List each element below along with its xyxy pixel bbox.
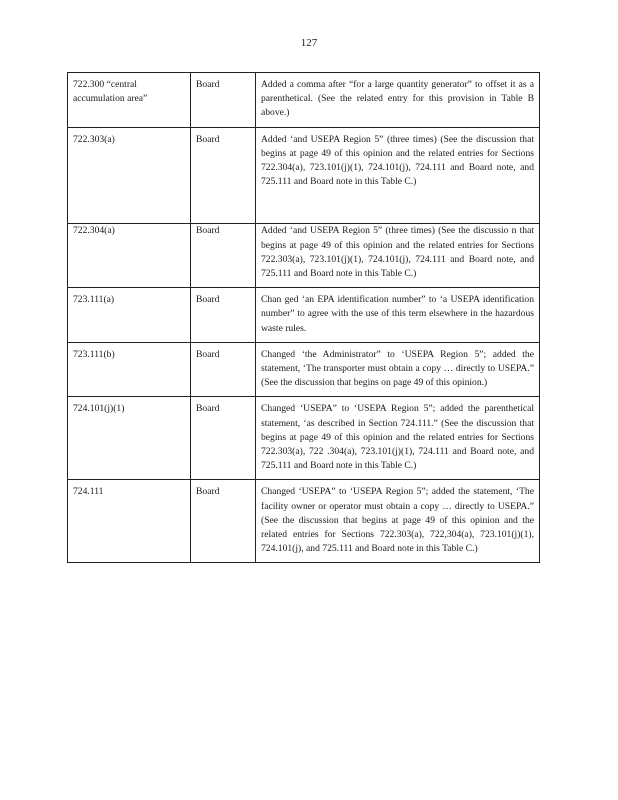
source-cell (191, 73, 256, 128)
source-cell (191, 342, 256, 397)
source-label: Board (196, 294, 220, 306)
source-label: Board (196, 486, 220, 498)
change-description: Changed ‘USEPA” to ‘USEPA Region 5”; added the parenthetical statement, ‘as described in Section 724.111.” (See the discussion that begins at page 49 of this opinion and the related entries for Sections 722.303(a), 722 .304(a), 723.101(j)(1), 724.111 and Board note, and 725.111 and Board note in this Table C.) (261, 403, 537, 472)
section-cell (68, 480, 191, 563)
section-number: 723.111(b) (73, 348, 115, 360)
source-label: Board (196, 133, 220, 145)
section-cell (68, 73, 191, 128)
description-cell (256, 224, 540, 288)
section-cell (68, 127, 191, 224)
source-cell (191, 127, 256, 224)
section-number: 724.111 (73, 486, 104, 498)
section-cell (68, 397, 191, 480)
section-cell (68, 224, 191, 288)
source-cell (191, 480, 256, 563)
change-description: Changed ‘USEPA” to ‘USEPA Region 5”; added the statement, ‘The facility owner or operator must obtain a copy … directly to USEPA.” (See the discussion that begins at page 49 of this opinion and the related entries for Sections 722.303(a), 722,304(a), 723.101(j)(1), 724.101(j), and 725.111 and Board note in this Table C.) (261, 486, 537, 555)
table-row (68, 73, 540, 128)
description-cell (256, 73, 540, 128)
description-cell (256, 342, 540, 397)
amendments-table (67, 72, 540, 563)
change-description: Added ‘and USEPA Region 5” (three times) (See the discussion that begins at page 49 of this opinion and the related entries for Sections 722.304(a), 723.101(j)(1), 724.101(j), 724.111 and Board note, and 725.111 and Board note in this Table C.) (261, 133, 537, 188)
section-cell (68, 342, 191, 397)
change-description: Changed ‘the Administrator” to ‘USEPA Region 5”; added the statement, ‘The transporter must obtain a copy … directly to USEPA.” (See the discussion that begins on page 49 of this opinion.) (261, 348, 537, 389)
source-label: Board (196, 403, 220, 415)
table-row (68, 480, 540, 563)
description-cell (256, 480, 540, 563)
section-cell (68, 288, 191, 343)
change-description: Added ‘and USEPA Region 5” (three times) (See the discussio n that begins at page 49 of this opinion and the related entries for Sections 722.303(a), 723.101(j)(1), 724.101(j), 724.111 and Board note, and 725.111 and Board note in this Table C.) (261, 225, 537, 280)
section-number: 724.101(j)(1) (73, 403, 125, 415)
table-row (68, 342, 540, 397)
section-number: 722.304(a) (73, 225, 115, 237)
table-row (68, 397, 540, 480)
change-description: Added a comma after “for a large quantity generator” to offset it as a parenthetical. (See the related entry for this provision in Table B above.) (261, 79, 537, 119)
source-cell (191, 288, 256, 343)
section-number: 723.111(a) (73, 294, 115, 306)
section-number: 722.303(a) (73, 133, 115, 145)
page-number: 127 (300, 37, 318, 49)
change-description: Chan ged ‘an EPA identification number” to ‘a USEPA identification number” to agree with the use of this term elsewhere in the hazardous waste rules. (261, 294, 537, 334)
table-row (68, 288, 540, 343)
source-cell (191, 224, 256, 288)
source-label: Board (196, 348, 220, 360)
source-label: Board (196, 79, 220, 90)
description-cell (256, 127, 540, 224)
table-row (68, 127, 540, 224)
table-row (68, 224, 540, 288)
description-cell (256, 397, 540, 480)
source-label: Board (196, 225, 220, 237)
section-number: 722.300 “central accumulation area” (73, 79, 148, 105)
source-cell (191, 397, 256, 480)
description-cell (256, 288, 540, 343)
